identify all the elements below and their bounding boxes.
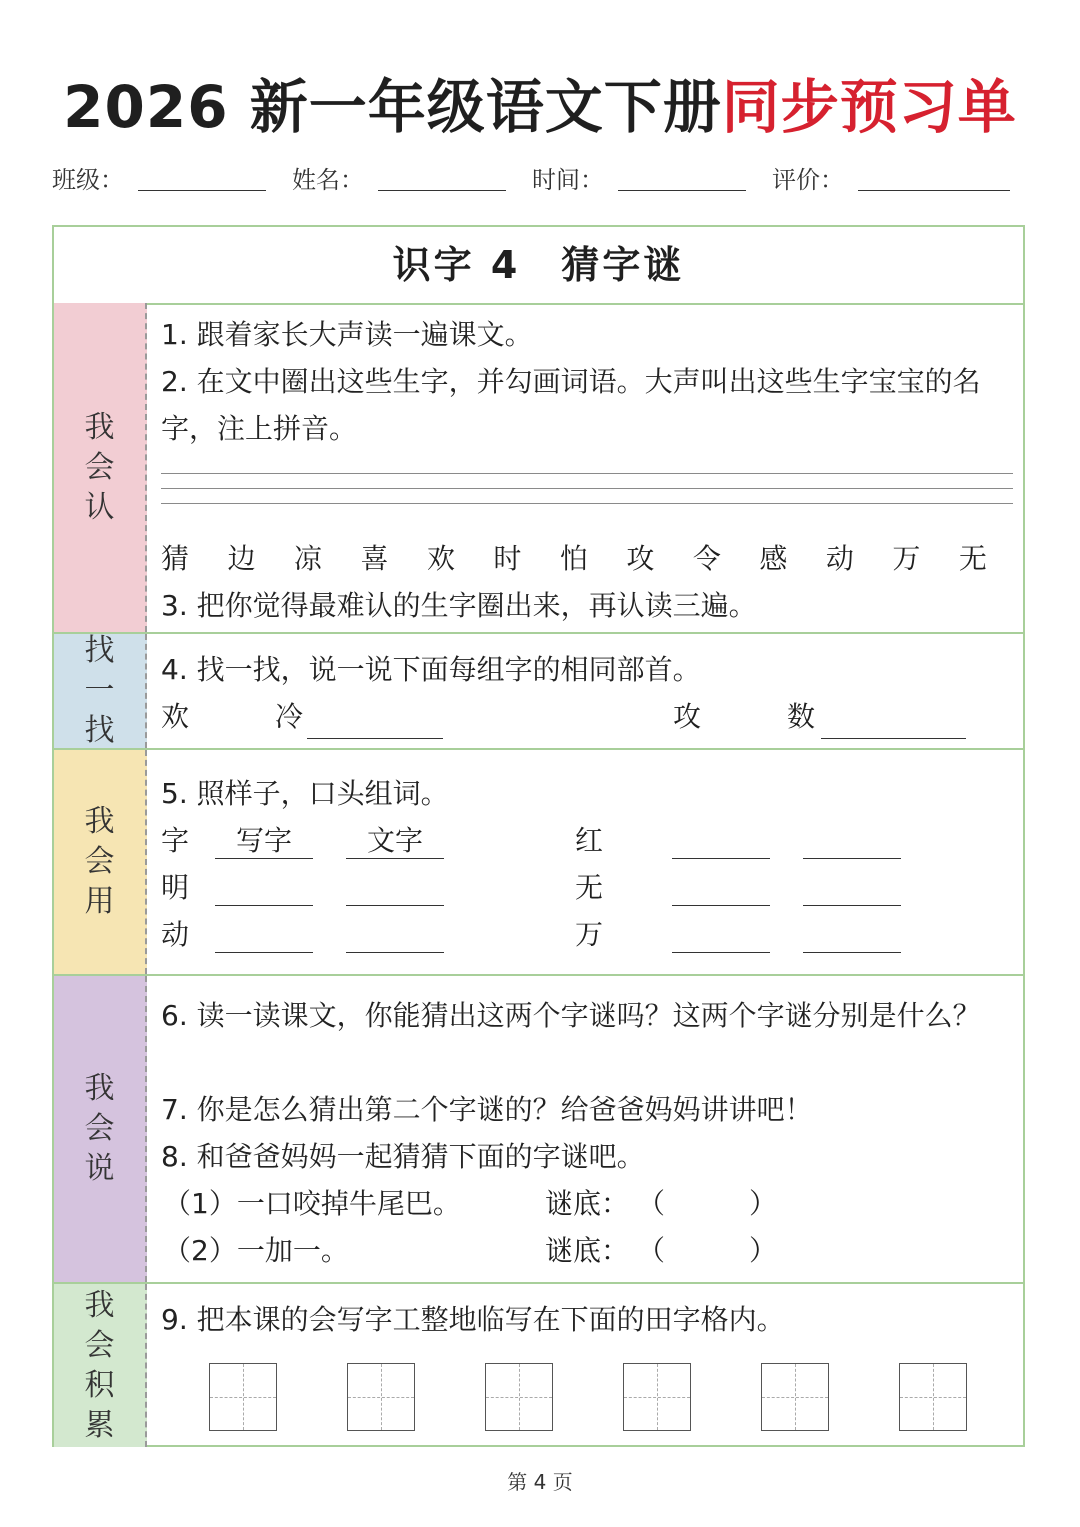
find-char: 攻 — [673, 700, 702, 733]
tianzige-grid[interactable] — [761, 1363, 829, 1431]
section-recognize — [54, 303, 1023, 634]
worksheet-title — [0, 72, 1080, 142]
char-item: 欢 — [426, 542, 455, 575]
riddle-1: （1）一口咬掉牛尾巴。 — [163, 1187, 461, 1220]
word-blank[interactable] — [215, 905, 313, 906]
new-characters-row — [161, 535, 1013, 582]
word-blank[interactable] — [346, 952, 444, 953]
pinyin-writing-lines[interactable] — [161, 473, 1013, 518]
section-say — [54, 976, 1023, 1284]
section-label-find: 找一找 — [54, 634, 147, 748]
section-accumulate — [54, 1284, 1023, 1447]
question-9: 9. 把本课的会写字工整地临写在下面的田字格内。 — [161, 1303, 785, 1336]
section-content-find — [161, 634, 1013, 748]
time-field[interactable] — [618, 190, 746, 191]
name-label: 姓名： — [292, 166, 364, 194]
word-blank[interactable] — [803, 858, 901, 859]
use-char: 动 — [161, 918, 190, 951]
question-2: 2. 在文中圈出这些生字，并勾画词语。大声叫出这些生字宝宝的名字，注上拼音。 — [161, 365, 981, 445]
answer-label: 谜底： — [545, 1187, 630, 1220]
char-item: 动 — [825, 542, 854, 575]
use-char: 红 — [575, 824, 604, 857]
eval-label: 评价： — [772, 166, 844, 194]
char-item: 怕 — [559, 542, 588, 575]
riddle-answer-box-1[interactable]: （ ） — [637, 1187, 778, 1220]
section-label-accumulate: 我会积累 — [54, 1284, 147, 1447]
find-char: 冷 — [275, 700, 304, 733]
word-blank[interactable] — [672, 952, 770, 953]
question-1: 1. 跟着家长大声读一遍课文。 — [161, 318, 533, 351]
radical-answer-blank-1[interactable] — [307, 738, 443, 739]
question-5: 5. 照样子，口头组词。 — [161, 777, 449, 810]
tianzige-grid[interactable] — [347, 1363, 415, 1431]
use-char: 明 — [161, 871, 190, 904]
word-blank[interactable] — [215, 858, 313, 859]
section-find — [54, 634, 1023, 750]
example-word: 文字 — [366, 824, 423, 857]
section-label-say: 我会说 — [54, 976, 147, 1282]
tianzige-grid[interactable] — [209, 1363, 277, 1431]
char-item: 攻 — [626, 542, 655, 575]
find-char: 数 — [787, 700, 816, 733]
section-content-say — [161, 976, 1013, 1282]
word-blank[interactable] — [803, 952, 901, 953]
section-content-use — [161, 750, 1013, 974]
section-label-use: 我会用 — [54, 750, 147, 974]
section-content-recognize — [161, 303, 1013, 632]
section-label-recognize: 我会认 — [54, 303, 147, 632]
char-item: 时 — [493, 542, 522, 575]
question-4: 4. 找一找，说一说下面每组字的相同部首。 — [161, 653, 701, 686]
tianzige-grid[interactable] — [485, 1363, 553, 1431]
question-6: 6. 读一读课文，你能猜出这两个字谜吗？这两个字谜分别是什么？ — [161, 999, 981, 1032]
use-char: 无 — [575, 871, 604, 904]
word-blank[interactable] — [346, 858, 444, 859]
time-label: 时间： — [532, 166, 604, 194]
answer-label: 谜底： — [545, 1234, 630, 1267]
word-blank[interactable] — [215, 952, 313, 953]
word-blank[interactable] — [672, 905, 770, 906]
class-label: 班级： — [52, 166, 124, 194]
lesson-title: 识字 4 猜字谜 — [54, 227, 1023, 305]
section-use — [54, 750, 1023, 976]
use-char: 万 — [575, 918, 604, 951]
char-item: 感 — [759, 542, 788, 575]
name-field[interactable] — [378, 190, 506, 191]
char-item: 无 — [958, 542, 987, 575]
find-char: 欢 — [161, 700, 190, 733]
char-item: 猜 — [161, 542, 190, 575]
char-item: 喜 — [360, 542, 389, 575]
question-3: 3. 把你觉得最难认的生字圈出来，再认读三遍。 — [161, 589, 757, 622]
char-item: 令 — [692, 542, 721, 575]
use-char: 字 — [161, 824, 190, 857]
char-item: 边 — [227, 542, 256, 575]
title-highlight: 同步预习单 — [721, 73, 1017, 141]
char-item: 凉 — [293, 542, 322, 575]
eval-field[interactable] — [858, 190, 1010, 191]
section-content-accumulate — [161, 1284, 1013, 1447]
page-number: 第 4 页 — [507, 1470, 573, 1494]
student-info-row — [52, 160, 1022, 200]
word-blank[interactable] — [672, 858, 770, 859]
riddle-2: （2）一加一。 — [163, 1234, 349, 1267]
radical-answer-blank-2[interactable] — [821, 738, 966, 739]
char-item: 万 — [892, 542, 921, 575]
class-field[interactable] — [138, 190, 266, 191]
question-8: 8. 和爸爸妈妈一起猜猜下面的字谜吧。 — [161, 1140, 645, 1173]
question-7: 7. 你是怎么猜出第二个字谜的？给爸爸妈妈讲讲吧！ — [161, 1093, 813, 1126]
word-blank[interactable] — [803, 905, 901, 906]
riddle-answer-box-2[interactable]: （ ） — [637, 1234, 778, 1267]
word-blank[interactable] — [346, 905, 444, 906]
tianzige-grid[interactable] — [899, 1363, 967, 1431]
example-word: 写字 — [235, 824, 292, 857]
tianzige-grid[interactable] — [623, 1363, 691, 1431]
title-main: 2026 新一年级语文下册 — [63, 73, 722, 141]
worksheet-table — [52, 225, 1025, 1447]
